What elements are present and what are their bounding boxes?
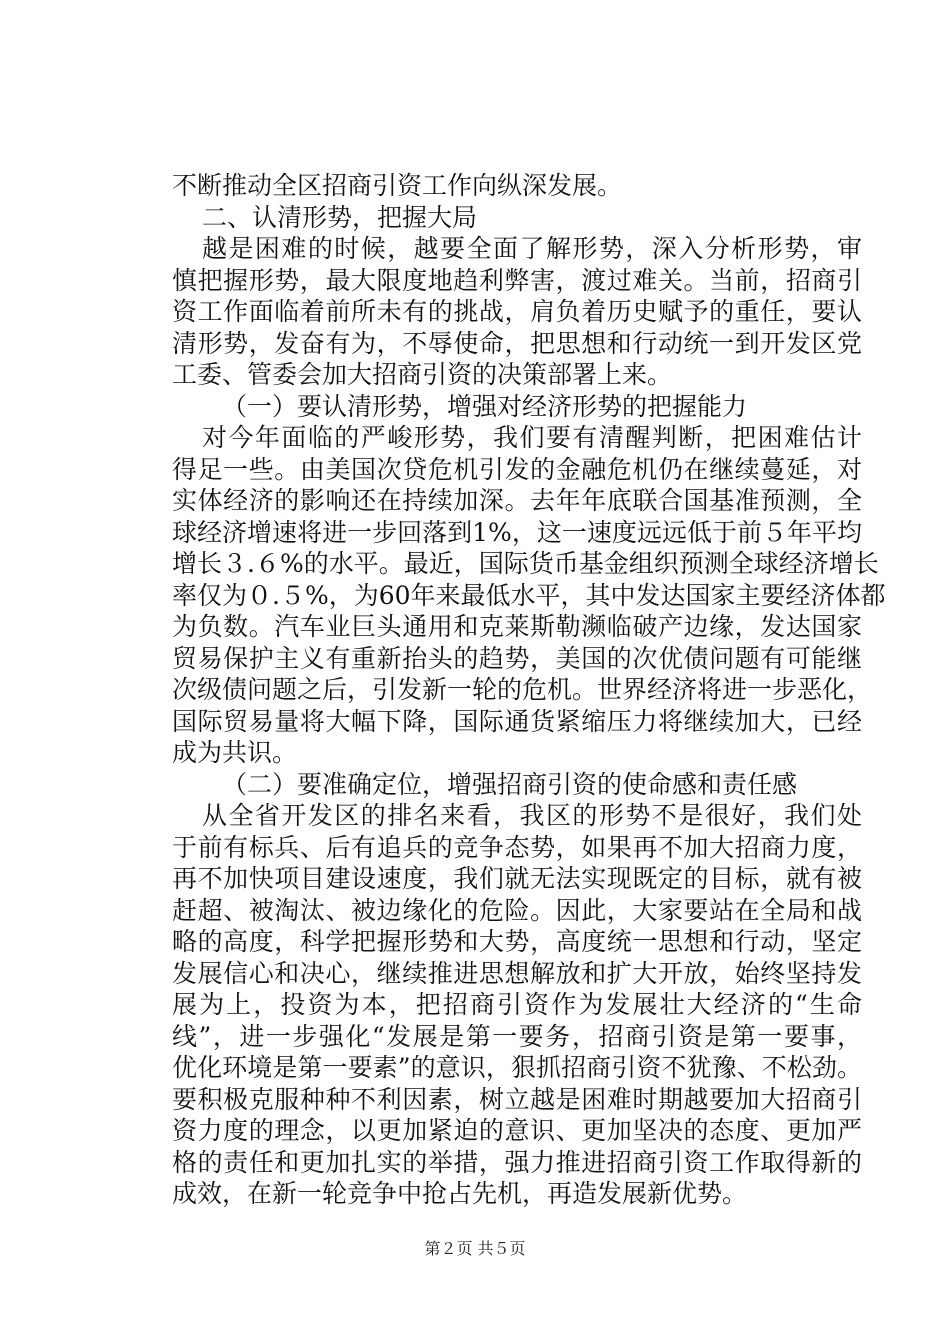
text-line: 工委、管委会加大招商引资的决策部署上来。 — [172, 360, 673, 389]
text-line: 慎把握形势，最大限度地趋利弊害，渡过难关。当前，招商引 — [172, 265, 862, 295]
page-footer: 第２页 共５页 — [424, 1239, 526, 1258]
text-line: 不断推动全区招商引资工作向纵深发展。 — [172, 171, 623, 200]
text-line: 再不加快项目建设速度，我们就无法实现既定的目标，就有被 — [172, 864, 862, 893]
text-line: 清形势，发奋有为，不辱使命，把思想和行动统一到开发区党 — [172, 328, 862, 358]
text-line: 球经济增速将进一步回落到1%，这一速度远远低于前５年平均 — [172, 517, 862, 547]
text-line: 为负数。汽车业巨头通用和克莱斯勒濒临破产边缘，发达国家 — [172, 612, 862, 641]
text-line: 于前有标兵、后有追兵的竞争态势，如果再不加大招商力度， — [172, 832, 862, 862]
text-line: 率仅为０.５%，为60年来最低水平，其中发达国家主要经济体都 — [172, 580, 886, 610]
text-line: 对今年面临的严峻形势，我们要有清醒判断，把困难估计 — [202, 423, 862, 452]
text-line: （二）要准确定位，增强招商引资的使命感和责任感 — [222, 769, 798, 799]
text-line: 成为共识。 — [172, 738, 298, 767]
text-line: 贸易保护主义有重新抬头的趋势，美国的次优债问题有可能继 — [172, 643, 862, 673]
text-line: 格的责任和更加扎实的举措，强力推进招商引资工作取得新的 — [172, 1147, 862, 1177]
text-line: 增长３.６%的水平。最近，国际货币基金组织预测全球经济增长 — [172, 549, 879, 578]
text-line: 要积极克服种种不利因素，树立越是困难时期越要加大招商引 — [172, 1084, 862, 1114]
text-line: 资力度的理念，以更加紧迫的意识、更加坚决的态度、更加严 — [172, 1116, 862, 1145]
text-line: 次级债问题之后，引发新一轮的危机。世界经济将进一步恶化， — [172, 675, 873, 704]
text-line: 成效，在新一轮竞争中抢占先机，再造发展新优势。 — [172, 1179, 748, 1208]
text-line: 略的高度，科学把握形势和大势，高度统一思想和行动，坚定 — [172, 927, 862, 956]
document-body — [172, 170, 886, 1210]
text-line: （一）要认清形势，增强对经济形势的把握能力 — [222, 391, 748, 421]
text-line: 越是困难的时候，越要全面了解形势，深入分析形势，审 — [202, 234, 862, 263]
text-line: 赶超、被淘汰、被边缘化的危险。因此，大家要站在全局和战 — [172, 895, 862, 925]
text-line: 二、认清形势，把握大局 — [202, 202, 478, 232]
text-line: 线”，进一步强化“发展是第一要务，招商引资是第一要事， — [172, 1021, 862, 1051]
text-line: 优化环境是第一要素”的意识，狠抓招商引资不犹豫、不松劲。 — [172, 1053, 862, 1082]
text-line: 资工作面临着前所未有的挑战，肩负着历史赋予的重任，要认 — [172, 297, 862, 326]
text-line: 国际贸易量将大幅下降，国际通货紧缩压力将继续加大，已经 — [172, 706, 862, 736]
text-line: 得足一些。由美国次贷危机引发的金融危机仍在继续蔓延，对 — [172, 454, 862, 484]
text-line: 发展信心和决心，继续推进思想解放和扩大开放，始终坚持发 — [172, 958, 862, 988]
text-line: 实体经济的影响还在持续加深。去年年底联合国基准预测，全 — [172, 486, 862, 515]
text-line: 展为上，投资为本，把招商引资作为发展壮大经济的“生命 — [172, 990, 862, 1019]
text-line: 从全省开发区的排名来看，我区的形势不是很好，我们处 — [202, 801, 862, 830]
